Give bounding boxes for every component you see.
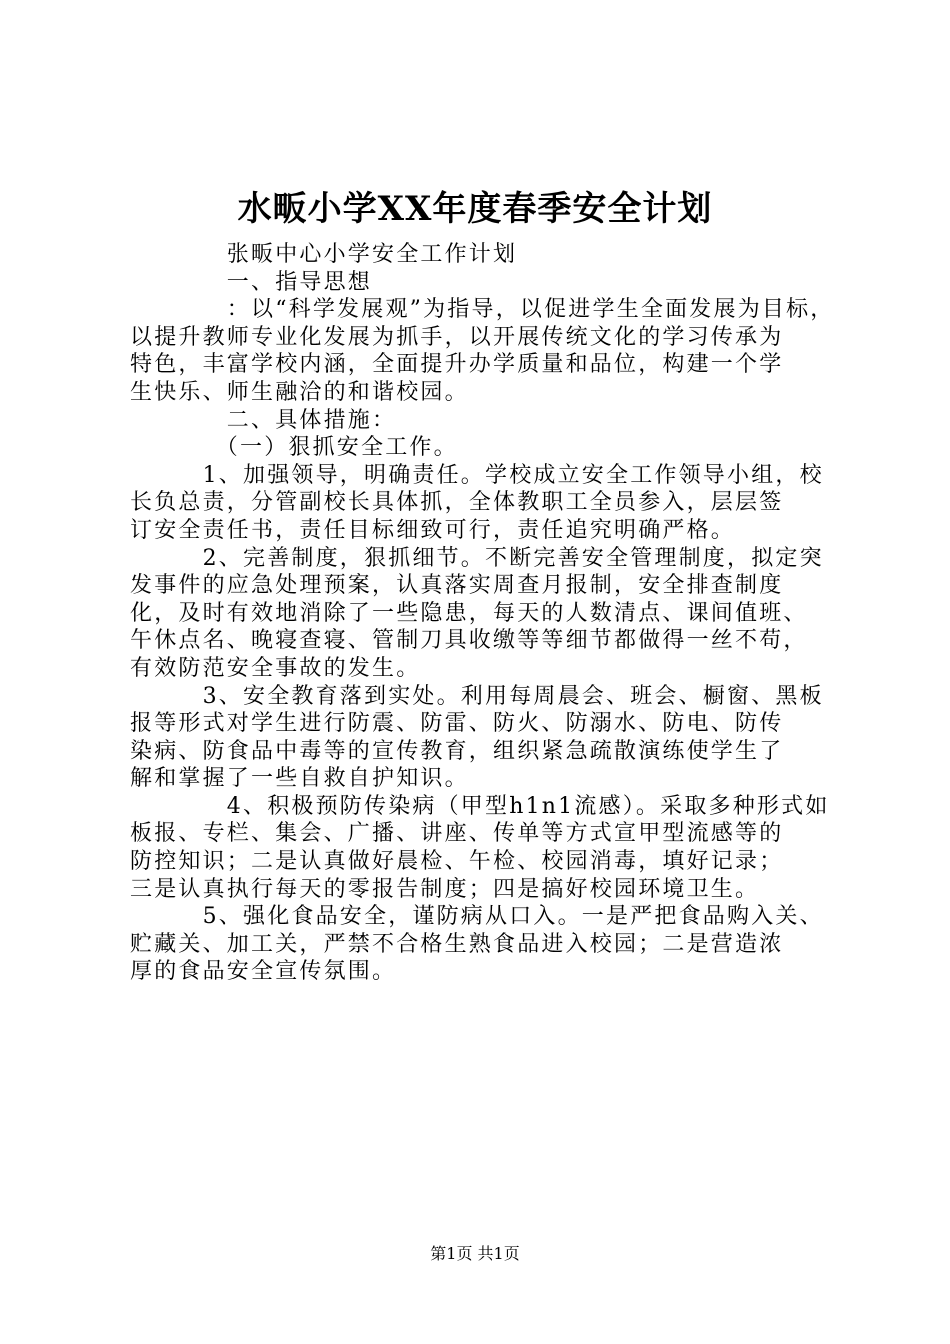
- body-line: 贮藏关、加工关，严禁不合格生熟食品进入校园；二是营造浓: [130, 931, 784, 957]
- body-line: 张畈中心小学安全工作计划: [130, 242, 518, 267]
- body-line: 三是认真执行每天的零报告制度；四是搞好校园环境卫生。: [130, 876, 760, 902]
- body-line: 解和掌握了一些自救自护知识。: [130, 766, 469, 792]
- body-line: 午休点名、晚寝查寝、管制刀具收缴等等细节都做得一丝不苟，: [130, 628, 808, 654]
- body-line: （一）狠抓安全工作。: [130, 435, 458, 461]
- body-line: 4、积极预防传染病（甲型h1n1流感）。采取多种形式如: [130, 793, 830, 819]
- body-line: 一、指导思想: [130, 269, 373, 295]
- body-line: 报等形式对学生进行防震、防雷、防火、防溺水、防电、防传: [130, 711, 784, 737]
- body-line: 板报、专栏、集会、广播、讲座、传单等方式宣甲型流感等的: [130, 821, 784, 847]
- body-line: 长负总责，分管副校长具体抓，全体教职工全员参入，层层签: [130, 490, 784, 516]
- document-body: [130, 241, 835, 986]
- body-line: 订安全责任书，责任目标细致可行，责任追究明确严格。: [130, 517, 736, 543]
- body-line: 3、安全教育落到实处。利用每周晨会、班会、橱窗、黑板: [130, 683, 824, 709]
- body-line: 以提升教师专业化发展为抓手，以开展传统文化的学习传承为: [130, 324, 784, 350]
- body-line: 生快乐、师生融洽的和谐校园。: [130, 379, 469, 405]
- body-line: 特色，丰富学校内涵，全面提升办学质量和品位，构建一个学: [130, 352, 784, 378]
- body-line: 5、强化食品安全，谨防病从口入。一是严把食品购入关、: [130, 904, 824, 930]
- body-line: ：以“科学发展观”为指导，以促进学生全面发展为目标，: [130, 297, 835, 323]
- body-line: 有效防范安全事故的发生。: [130, 655, 421, 681]
- body-line: 防控知识；二是认真做好晨检、午检、校园消毒，填好记录；: [130, 849, 784, 875]
- body-line: 1、加强领导，明确责任。学校成立安全工作领导小组，校: [130, 462, 824, 488]
- body-line: 二、具体措施：: [130, 407, 397, 433]
- body-line: 2、完善制度，狠抓细节。不断完善安全管理制度，拟定突: [130, 545, 824, 571]
- document-title: 水畈小学XX年度春季安全计划: [237, 189, 713, 229]
- body-line: 发事件的应急处理预案，认真落实周查月报制，安全排查制度: [130, 573, 784, 599]
- body-line: 化，及时有效地消除了一些隐患，每天的人数清点、课间值班、: [130, 600, 808, 626]
- page-footer: 第1页 共1页: [430, 1244, 520, 1263]
- body-line: 厚的食品安全宣传氛围。: [130, 959, 397, 985]
- body-line: 染病、防食品中毒等的宣传教育，组织紧急疏散演练使学生了: [130, 738, 784, 764]
